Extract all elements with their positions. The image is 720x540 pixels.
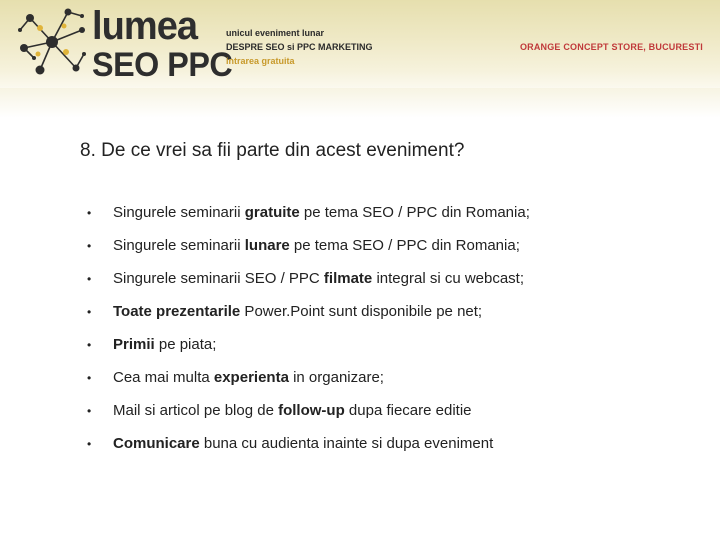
plain-text: Singurele seminarii SEO / PPC	[113, 270, 324, 287]
plain-text: Singurele seminarii	[113, 237, 245, 254]
bullet-icon: •	[87, 271, 92, 286]
list-item-text	[113, 369, 384, 386]
emphasis-text: Comunicare	[113, 435, 200, 452]
list-item	[80, 196, 680, 229]
emphasis-text: lunare	[244, 237, 290, 254]
list-item-text	[113, 204, 530, 221]
plain-text: buna cu audienta inainte si dupa eveniment	[199, 435, 494, 452]
emphasis-text: experienta	[213, 369, 289, 386]
bullet-icon: •	[87, 304, 92, 319]
bullet-icon: •	[87, 370, 92, 385]
emphasis-text: gratuite	[244, 204, 300, 221]
list-item	[80, 328, 680, 361]
brand-line2: SEO PPC	[92, 46, 233, 84]
brand-line1: lumea	[92, 4, 198, 48]
emphasis-text: filmate	[323, 270, 373, 287]
tagline	[226, 26, 373, 68]
plain-text: pe tema SEO / PPC din Romania;	[289, 237, 520, 254]
list-item-text	[113, 402, 472, 419]
plain-text: pe tema SEO / PPC din Romania;	[299, 204, 530, 221]
reasons-list	[80, 196, 680, 460]
header-banner	[0, 0, 720, 88]
bullet-icon: •	[87, 436, 92, 451]
bullet-icon: •	[87, 403, 92, 418]
list-item	[80, 262, 680, 295]
bullet-icon: •	[87, 205, 92, 220]
list-item	[80, 427, 680, 460]
list-item-text	[113, 435, 493, 452]
plain-text: in organizare;	[288, 369, 384, 386]
emphasis-text: Primii	[113, 336, 155, 353]
list-item	[80, 361, 680, 394]
bullet-icon: •	[87, 238, 92, 253]
emphasis-text: Toate prezentarile	[113, 303, 241, 320]
plain-text: Singurele seminarii	[113, 204, 245, 221]
list-item-text	[113, 270, 524, 287]
bullet-icon: •	[87, 337, 92, 352]
plain-text: integral si cu webcast;	[372, 270, 525, 287]
list-item	[80, 394, 680, 427]
list-item	[80, 295, 680, 328]
plain-text: pe piata;	[154, 336, 217, 353]
emphasis-text: follow-up	[278, 402, 345, 419]
tagline-line2: DESPRE SEO si PPC MARKETING	[226, 42, 373, 52]
plain-text: dupa fiecare editie	[344, 402, 472, 419]
list-item	[80, 229, 680, 262]
list-item-text	[113, 303, 482, 320]
plain-text: Mail si articol pe blog de	[113, 402, 279, 419]
venue-label: ORANGE CONCEPT STORE, BUCURESTI	[519, 42, 703, 52]
plain-text: Power.Point sunt disponibile pe net;	[240, 303, 483, 320]
header-fade	[0, 88, 720, 118]
tagline-line3: intrarea gratuita	[226, 56, 295, 66]
list-item-text	[113, 237, 520, 254]
plain-text: Cea mai multa	[113, 369, 214, 386]
network-logo-icon	[18, 8, 86, 76]
list-item-text	[113, 336, 216, 353]
slide-title: 8. De ce vrei sa fii parte din acest eveniment?	[80, 140, 465, 161]
tagline-line1: unicul eveniment lunar	[226, 28, 325, 38]
brand-logo-text	[92, 6, 240, 82]
